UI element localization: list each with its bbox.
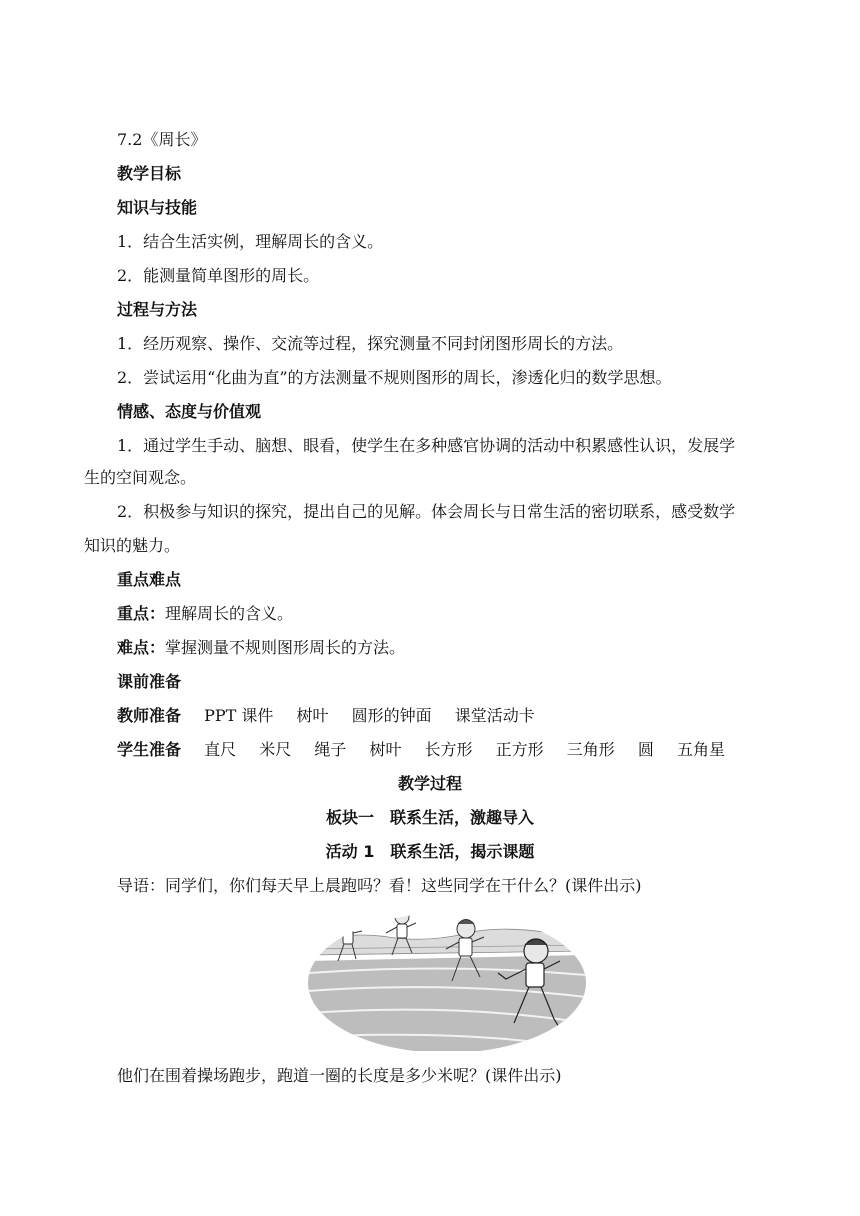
lesson-title: 7.2《周长》: [117, 130, 207, 149]
key-text: 理解周长的含义。: [165, 604, 294, 623]
difficult-text: 掌握测量不规则图形周长的方法。: [165, 638, 406, 657]
difficult-point: [117, 638, 405, 658]
intro-text: 导语：同学们，你们每天早上晨跑吗？看！这些同学在干什么？(课件出示): [117, 876, 642, 895]
teacher-prep-label: 教师准备: [117, 706, 182, 725]
student-prep-item: 直尺: [204, 740, 237, 759]
teacher-prep: [117, 706, 553, 726]
difficult-label: 难点：: [117, 638, 166, 657]
teacher-prep-item: 树叶: [296, 706, 329, 725]
teacher-prep-item: PPT 课件: [204, 706, 274, 725]
key-label: 重点：: [117, 604, 166, 623]
process-title: 教学过程: [397, 774, 462, 793]
key-point: [117, 604, 293, 624]
goals-heading: 教学目标: [117, 164, 182, 183]
block-title: 板块一 联系生活，激趣导入: [325, 808, 534, 827]
knowledge-item-1: 1．结合生活实例，理解周长的含义。: [117, 232, 384, 251]
student-prep-label: 学生准备: [117, 740, 182, 759]
teacher-prep-item: 圆形的钟面: [351, 706, 432, 725]
emotion-item-2-line2: 知识的魅力。: [84, 536, 181, 555]
emotion-item-2-line1: 2．积极参与知识的探究，提出自己的见解。体会周长与日常生活的密切联系，感受数学: [117, 502, 736, 521]
knowledge-item-2: 2．能测量简单图形的周长。: [117, 266, 320, 285]
student-prep-item: 长方形: [424, 740, 473, 759]
after-image-text: 他们在围着操场跑步，跑道一圈的长度是多少米呢？(课件出示): [117, 1066, 562, 1085]
emotion-item-1-line1: 1．通过学生手动、脑想、眼看，使学生在多种感官协调的活动中积累感性认识，发展学: [117, 436, 736, 455]
student-prep-item: 正方形: [495, 740, 544, 759]
knowledge-heading: 知识与技能: [117, 198, 198, 217]
student-prep-item: 圆: [637, 740, 654, 759]
process-heading: 过程与方法: [117, 300, 198, 319]
activity-title: 活动 1 联系生活，揭示课题: [325, 842, 535, 861]
student-prep-item: 三角形: [566, 740, 615, 759]
emotion-heading: 情感、态度与价值观: [117, 402, 262, 421]
student-prep-item: 五角星: [676, 740, 725, 759]
key-heading: 重点难点: [117, 570, 182, 589]
process-item-2: 2．尝试运用“化曲为直”的方法测量不规则图形的周长，渗透化归的数学思想。: [117, 368, 672, 387]
student-prep-item: 米尺: [259, 740, 292, 759]
student-prep: [117, 740, 743, 760]
teacher-prep-item: 课堂活动卡: [454, 706, 535, 725]
student-prep-item: 树叶: [369, 740, 402, 759]
prep-heading: 课前准备: [117, 672, 182, 691]
emotion-item-1-line2: 生的空间观念。: [84, 468, 197, 487]
process-item-1: 1．经历观察、操作、交流等过程，探究测量不同封闭图形周长的方法。: [117, 334, 624, 353]
running-track-illustration: [308, 903, 586, 1051]
student-prep-item: 绳子: [314, 740, 347, 759]
